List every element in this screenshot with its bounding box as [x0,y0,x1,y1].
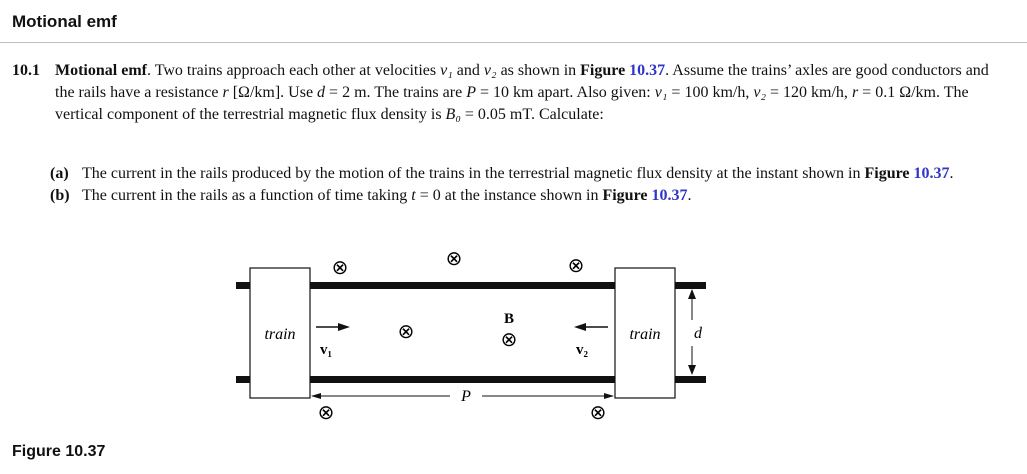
part-text: The current in the rails as a function of time taking [82,187,412,204]
d-arrowhead-top [688,289,696,299]
flux-into-page-icon: ⊗ [397,321,415,343]
flux-into-page-icon: ⊗ [500,329,518,351]
d-arrowhead-bottom [688,365,696,375]
problem-body [55,60,1012,126]
problem-text: = 100 km/h, [667,84,754,101]
problem-number: 10.1 [12,62,40,79]
part-text: The current in the rails produced by the motion of the trains in the terrestrial magnetic flux density at the instant shown in [82,165,865,182]
p-label: P [461,388,471,405]
figure-diagram [228,240,728,430]
p-arrowhead-left [311,393,321,399]
var-P: P [466,84,476,101]
problem-text: = 2 m. The trains are [325,84,467,101]
part-text: = 0 at the instance shown in [415,187,603,204]
part-text: . [687,187,692,204]
v1-arrowhead [338,323,350,331]
p-arrowhead-right [604,393,614,399]
v1-label: v₁ [320,342,332,358]
flux-into-page-icon: ⊗ [331,257,349,279]
var-v1: v₁ [440,62,453,79]
var-r: r [222,84,229,101]
var-r: r [851,84,859,101]
var-t: t [411,187,416,204]
figure-caption: Figure 10.37 [12,443,106,460]
problem-title: Motional emf [55,62,147,79]
b-field-label: B [503,311,515,327]
problem-text: = 120 km/h, [766,84,852,101]
problem-statement [12,60,1012,126]
problem-text: . Two trains approach each other at velocities [146,62,441,79]
figure-ref-label: Figure [864,165,910,182]
left-train-label: train [264,326,296,343]
problem-text: = 0.1 Ω/km. The vertical component of the terrestrial magnetic flux density is [55,84,969,123]
figure-ref-link[interactable]: 10.37 [651,187,688,204]
problem-text: . Assume the trains’ axles are good conductors and the rails have a resistance [55,62,989,101]
problem-text: and [452,62,484,79]
part-label: (b) [50,187,70,204]
problem-text: as shown in [496,62,581,79]
figure-ref-link[interactable]: 10.37 [629,62,666,79]
flux-into-page-icon: ⊗ [567,255,585,277]
problem-text: [Ω/km]. Use [228,84,318,101]
v2-arrowhead [574,323,586,331]
flux-into-page-icon: ⊗ [589,402,607,424]
problem-text: = 10 km apart. Also given: [475,84,655,101]
d-label: d [694,325,702,342]
var-d: d [317,84,326,101]
right-train-label: train [629,326,661,343]
part-b [50,185,1010,207]
part-a [50,163,1010,185]
figure-ref-link[interactable]: 10.37 [913,165,950,182]
figure-ref-label: Figure [602,187,648,204]
divider [0,42,1027,43]
v2-label: v₂ [576,342,588,358]
flux-into-page-icon: ⊗ [317,402,335,424]
var-B0: B₀ [445,106,461,123]
var-v2: v₂ [483,62,497,79]
section-title: Motional emf [12,12,117,31]
var-v1: v₁ [654,84,668,101]
var-v2: v₂ [753,84,767,101]
problem-text: = 0.05 mT. Calculate: [460,106,604,123]
flux-into-page-icon: ⊗ [445,248,463,270]
figure-ref-label: Figure [580,62,630,79]
part-label: (a) [50,165,69,182]
part-text: . [949,165,954,182]
problem-parts [50,163,1010,207]
